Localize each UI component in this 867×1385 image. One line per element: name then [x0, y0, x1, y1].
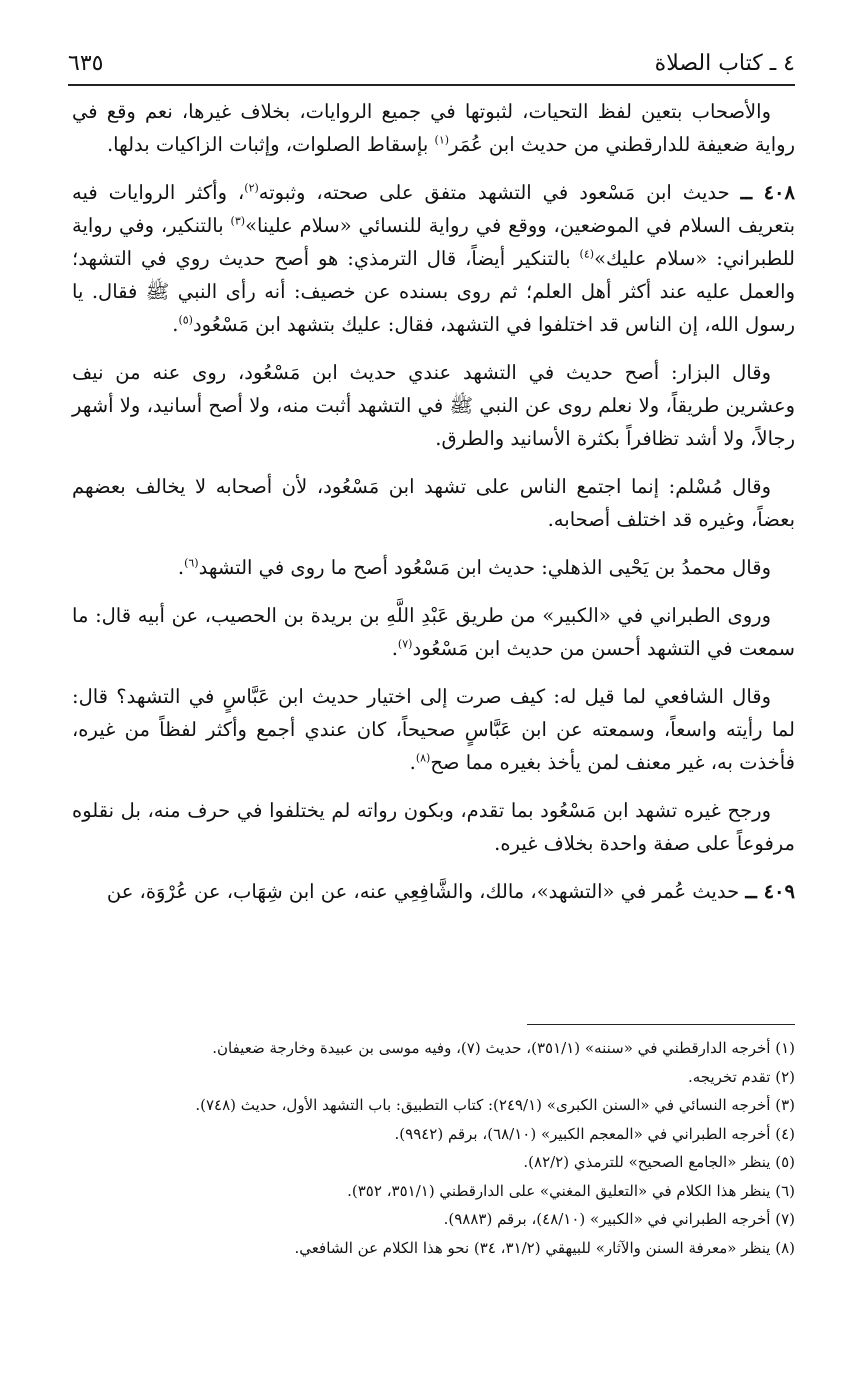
paragraph [72, 875, 795, 908]
text-run: بالتنكير أيضاً، قال الترمذي: هو أصح حديث روي في التشهد؛ والعمل عليه عند أكثر أهل العلم؛ ثم روى بسنده عن خصيف: أنه رأى النبي ﷺ فقال. يا رسول الله، إن الناس قد اختلفوا في التشهد، فقال: عليك بتشهد ابن مَسْعُود [72, 247, 795, 336]
footnote-marker: (٤) [579, 247, 595, 261]
header-rule [68, 84, 795, 86]
footnote-marker: (٣) [230, 214, 246, 228]
text-run: والأصحاب بتعين لفظ التحيات، لثبوتها في جميع الروايات، بخلاف غيرها، نعم وقع في رواية ضعيفة للدارقطني من حديث ابن عُمَر [72, 100, 795, 156]
text-run: وقال الشافعي لما قيل له: كيف صرت إلى اختيار حديث ابن عَبَّاسٍ في التشهد؟ قال: لما رأيته واسعاً، وسمعته عن ابن عَبَّاسٍ صحيحاً، كان عندي أجمع وأكثر لفظاً من غيره، فأخذت به، غير معنف لمن يأخذ بغيره مما صح [72, 685, 795, 774]
text-run: حديث عُمر في «التشهد»، مالك، والشَّافِعِي عنه، عن ابن شِهَاب، عن عُرْوَة، عن [106, 880, 746, 903]
text-run: وروى الطبراني في «الكبير» من طريق عَبْدِ اللَّهِ بن بريدة بن الحصيب، عن أبيه قال: ما سمعت في التشهد أحسن من حديث ابن مَسْعُود [72, 604, 795, 660]
text-run: . [172, 313, 179, 336]
footnote: (٣) أخرجه النسائي في «السنن الكبرى» (٢٤٩/١): كتاب التطبيق: باب التشهد الأول، حديث (٧٤٨). [195, 1096, 795, 1114]
footnote-marker: (٥) [178, 313, 193, 327]
paragraph [72, 599, 795, 665]
footnotes [72, 1034, 795, 1262]
text-run: حديث ابن مَسْعود في التشهد متفق على صحته، وثبوته [258, 181, 741, 204]
footnote: (٤) أخرجه الطبراني في «المعجم الكبير» (٦٨/١٠)، برقم (٩٩٤٢). [394, 1124, 795, 1143]
text-run: . [391, 637, 398, 660]
paragraph [72, 794, 795, 860]
footnote: (٢) تقدم تخريجه. [687, 1067, 795, 1086]
paragraph [72, 470, 795, 536]
footnote-marker: (١) [434, 133, 450, 147]
footnote-separator [527, 1024, 795, 1025]
footnote-marker: (٨) [415, 751, 431, 765]
footnote: (٦) ينظر هذا الكلام في «التعليق المغني» على الدارقطني (٣٥١/١، ٣٥٢). [347, 1181, 795, 1200]
paragraph [72, 680, 795, 779]
footnote: (٧) أخرجه الطبراني في «الكبير» (٤٨/١٠)، برقم (٩٨٨٣). [443, 1210, 795, 1228]
text-run: ، وأكثر الروايات فيه بتعريف السلام في الموضعين، ووقع في رواية للنسائي «سلام علينا» [72, 181, 796, 237]
paragraph [72, 95, 795, 161]
paragraph [72, 356, 795, 455]
text-run: بإسقاط الصلوات، وإثبات الزاكيات بدلها. [106, 133, 435, 156]
paragraph-number: ٤٠٩ ــ [745, 880, 795, 903]
text-run: وقال محمدُ بن يَحْيى الذهلي: حديث ابن مَسْعُود أصح ما روى في التشهد [198, 556, 771, 579]
page-number: ٦٣٥ [68, 51, 104, 76]
chapter-title: ٤ ـ كتاب الصلاة [654, 51, 795, 76]
paragraph-number: ٤٠٨ ــ [740, 181, 795, 204]
running-head [68, 50, 795, 80]
text-run: ورجح غيره تشهد ابن مَسْعُود بما تقدم، وبكون رواته لم يختلفوا في حرف منه، بل نقلوه مرفوعاً على صفة واحدة بخلاف غيره. [72, 799, 795, 855]
main-text [72, 95, 795, 923]
paragraph [72, 176, 795, 341]
footnote: (٥) ينظر «الجامع الصحيح» للترمذي (٨٢/٢). [523, 1153, 795, 1171]
text-run: وقال مُسْلم: إنما اجتمع الناس على تشهد ابن مَسْعُود، لأن أصحابه لا يخالف بعضهم بعضاً، وغيره قد اختلف أصحابه. [72, 475, 795, 531]
text-run: وقال البزار: أصح حديث في التشهد عندي حديث ابن مَسْعُود، روى عنه من نيف وعشرين طريقاً، ولا نعلم روى عن النبي ﷺ في التشهد أثبت منه، ولا أصح أسانيد، ولا أشهر رجالاً، ولا أشد تظافراً بكثرة الأسانيد والطرق. [72, 361, 795, 450]
text-run: . [409, 751, 416, 774]
footnote-marker: (٢) [244, 181, 259, 195]
text-run: بالتنكير، وفي رواية للطبراني: «سلام عليك» [72, 214, 796, 270]
footnote: (٨) ينظر «معرفة السنن والآثار» للبيهقي (٣١/٢، ٣٤) نحو هذا الكلام عن الشافعي. [294, 1238, 795, 1257]
paragraph [72, 551, 795, 584]
footnote-marker: (٧) [397, 637, 413, 651]
text-run: . [177, 556, 185, 579]
footnote-marker: (٦) [184, 556, 199, 570]
footnote: (١) أخرجه الدارقطني في «سننه» (٣٥١/١)، حديث (٧)، وفيه موسى بن عبيدة وخارجة ضعيفان. [212, 1039, 795, 1057]
